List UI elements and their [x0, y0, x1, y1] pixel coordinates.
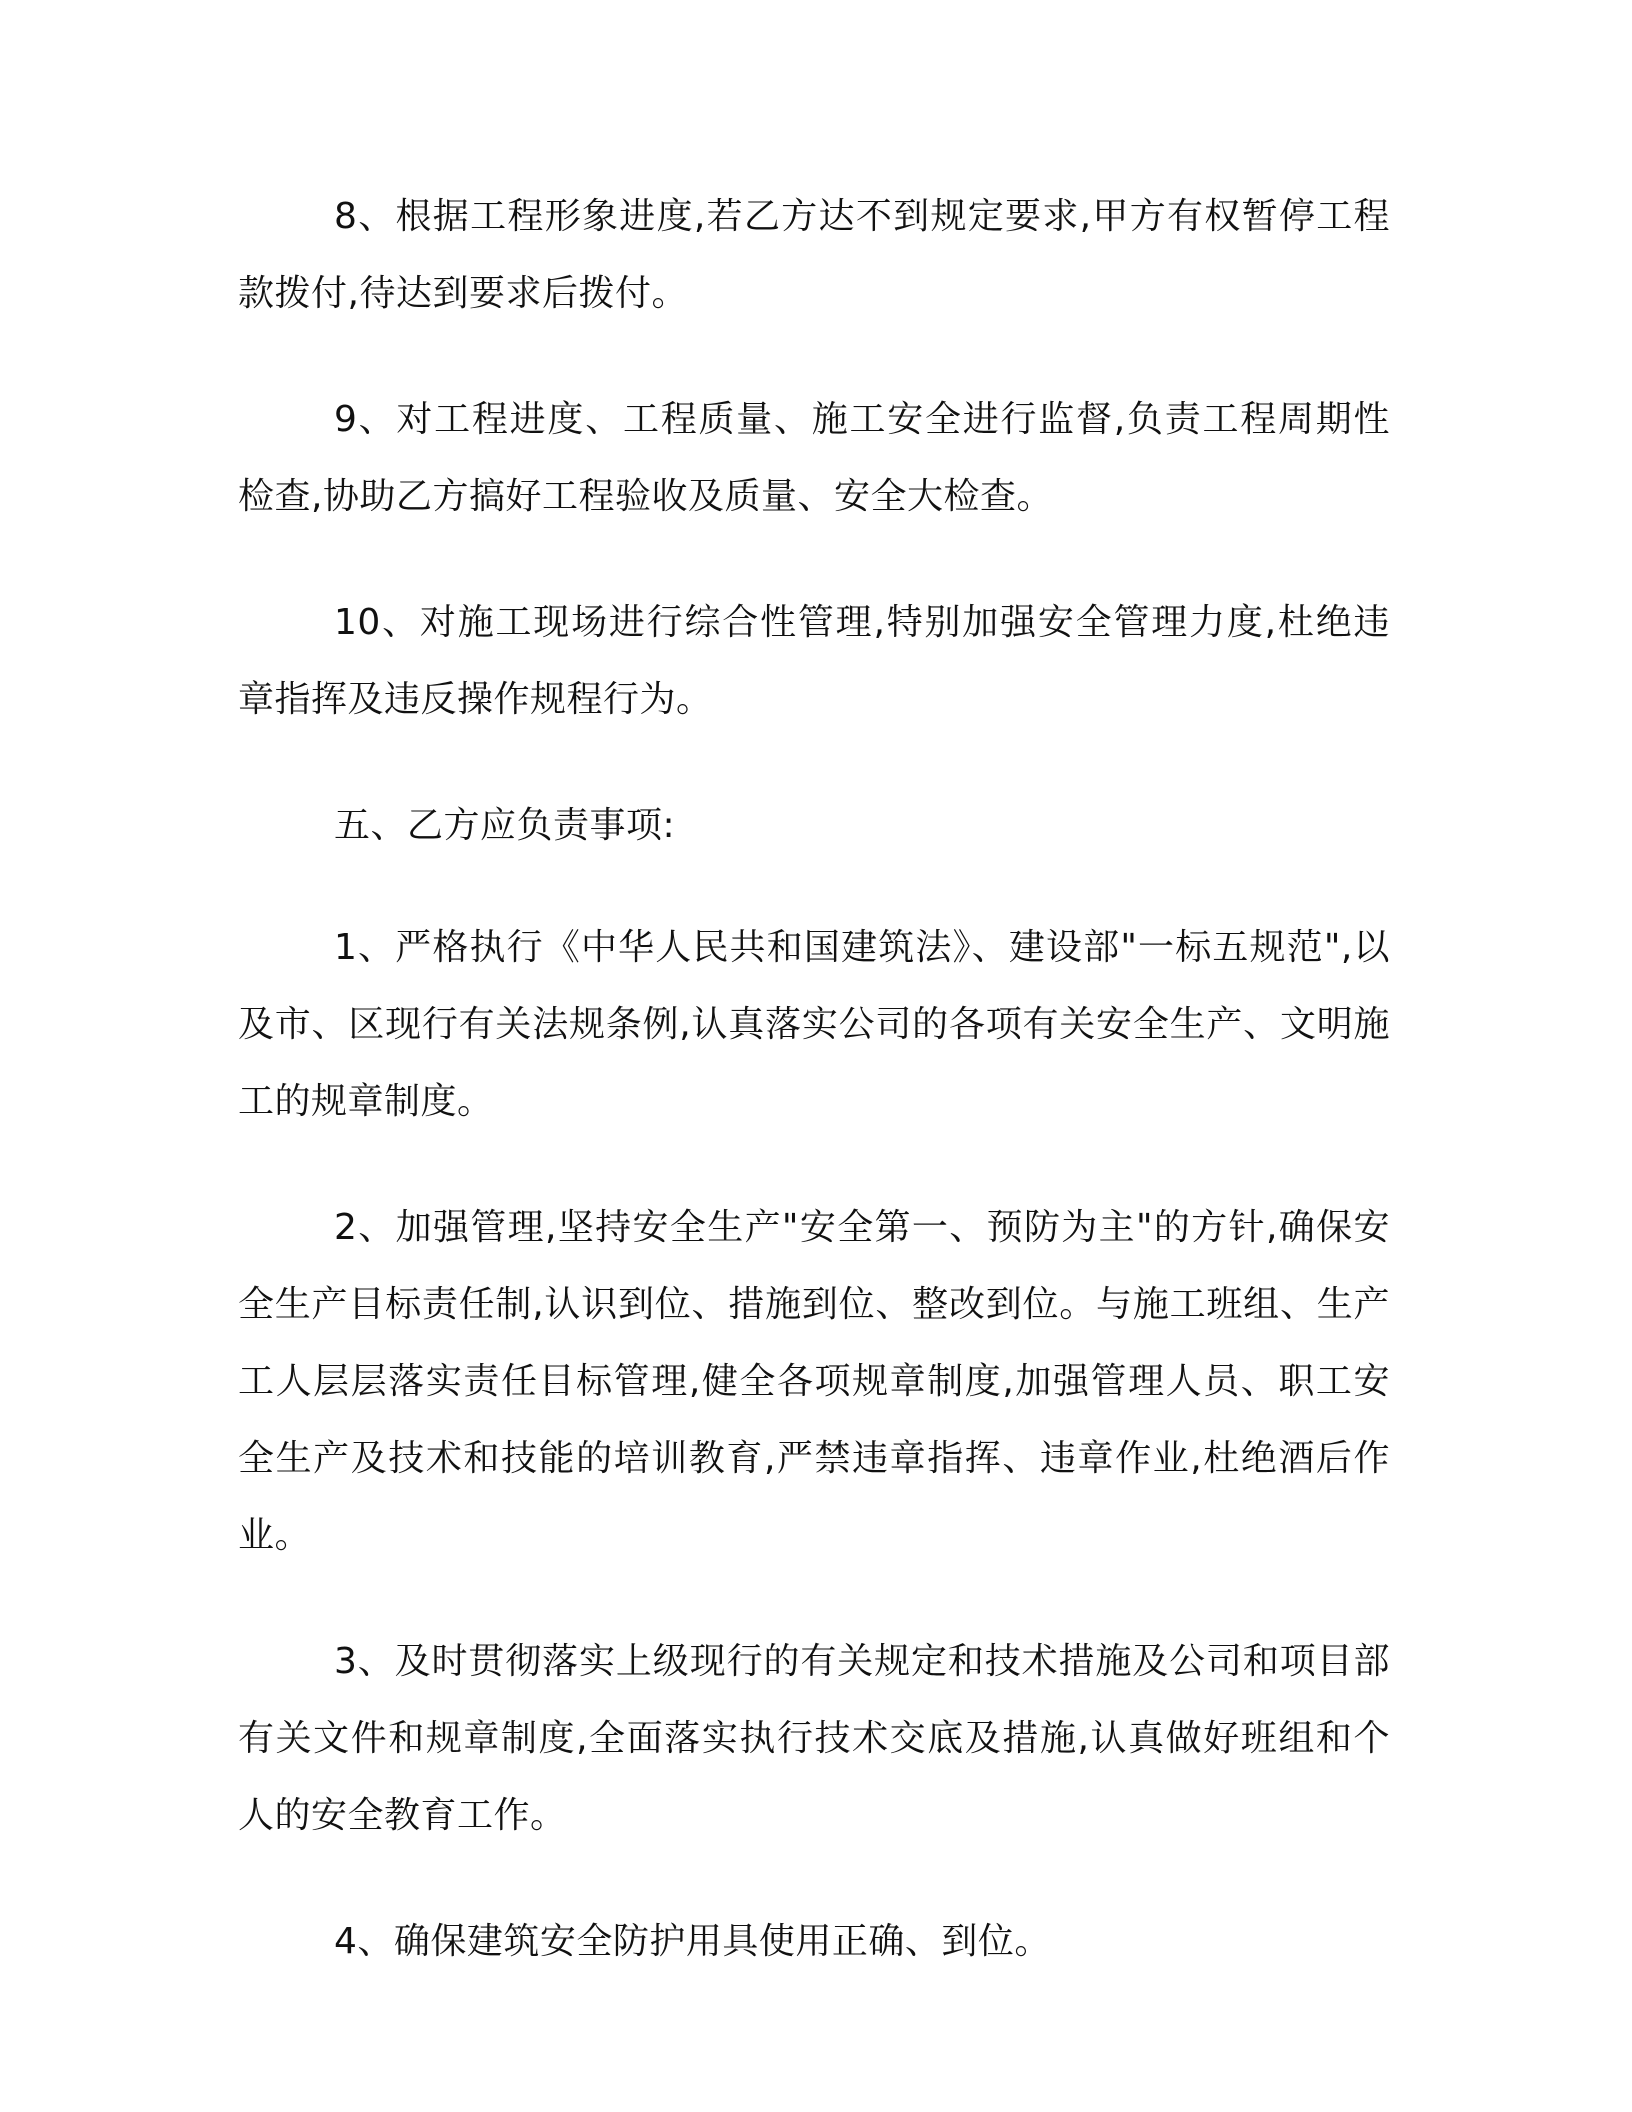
paragraph-item-4: 4、确保建筑安全防护用具使用正确、到位。	[334, 1921, 1051, 1962]
paragraph-item-10: 10、对施工现场进行综合性管理,特别加强安全管理力度,杜绝违章指挥及违反操作规程行为。	[238, 602, 1390, 720]
section-heading-5: 五、乙方应负责事项:	[334, 805, 676, 846]
paragraph-item-2: 2、加强管理,坚持安全生产"安全第一、预防为主"的方针,确保安全生产目标责任制,认识到位、措施到位、整改到位。与施工班组、生产工人层层落实责任目标管理,健全各项规章制度,加强管理人员、职工安全生产及技术和技能的培训教育,严禁违章指挥、违章作业,杜绝酒后作业。	[238, 1207, 1390, 1556]
paragraph-item-8: 8、根据工程形象进度,若乙方达不到规定要求,甲方有权暂停工程款拨付,待达到要求后拨付。	[238, 196, 1390, 314]
paragraph-item-3: 3、及时贯彻落实上级现行的有关规定和技术措施及公司和项目部有关文件和规章制度,全面落实执行技术交底及措施,认真做好班组和个人的安全教育工作。	[238, 1641, 1390, 1836]
document-body	[238, 178, 1390, 2029]
paragraph-item-9: 9、对工程进度、工程质量、施工安全进行监督,负责工程周期性检查,协助乙方搞好工程验收及质量、安全大检查。	[238, 399, 1390, 517]
paragraph-item-1: 1、严格执行《中华人民共和国建筑法》、建设部"一标五规范",以及市、区现行有关法规条例,认真落实公司的各项有关安全生产、文明施工的规章制度。	[238, 927, 1390, 1122]
